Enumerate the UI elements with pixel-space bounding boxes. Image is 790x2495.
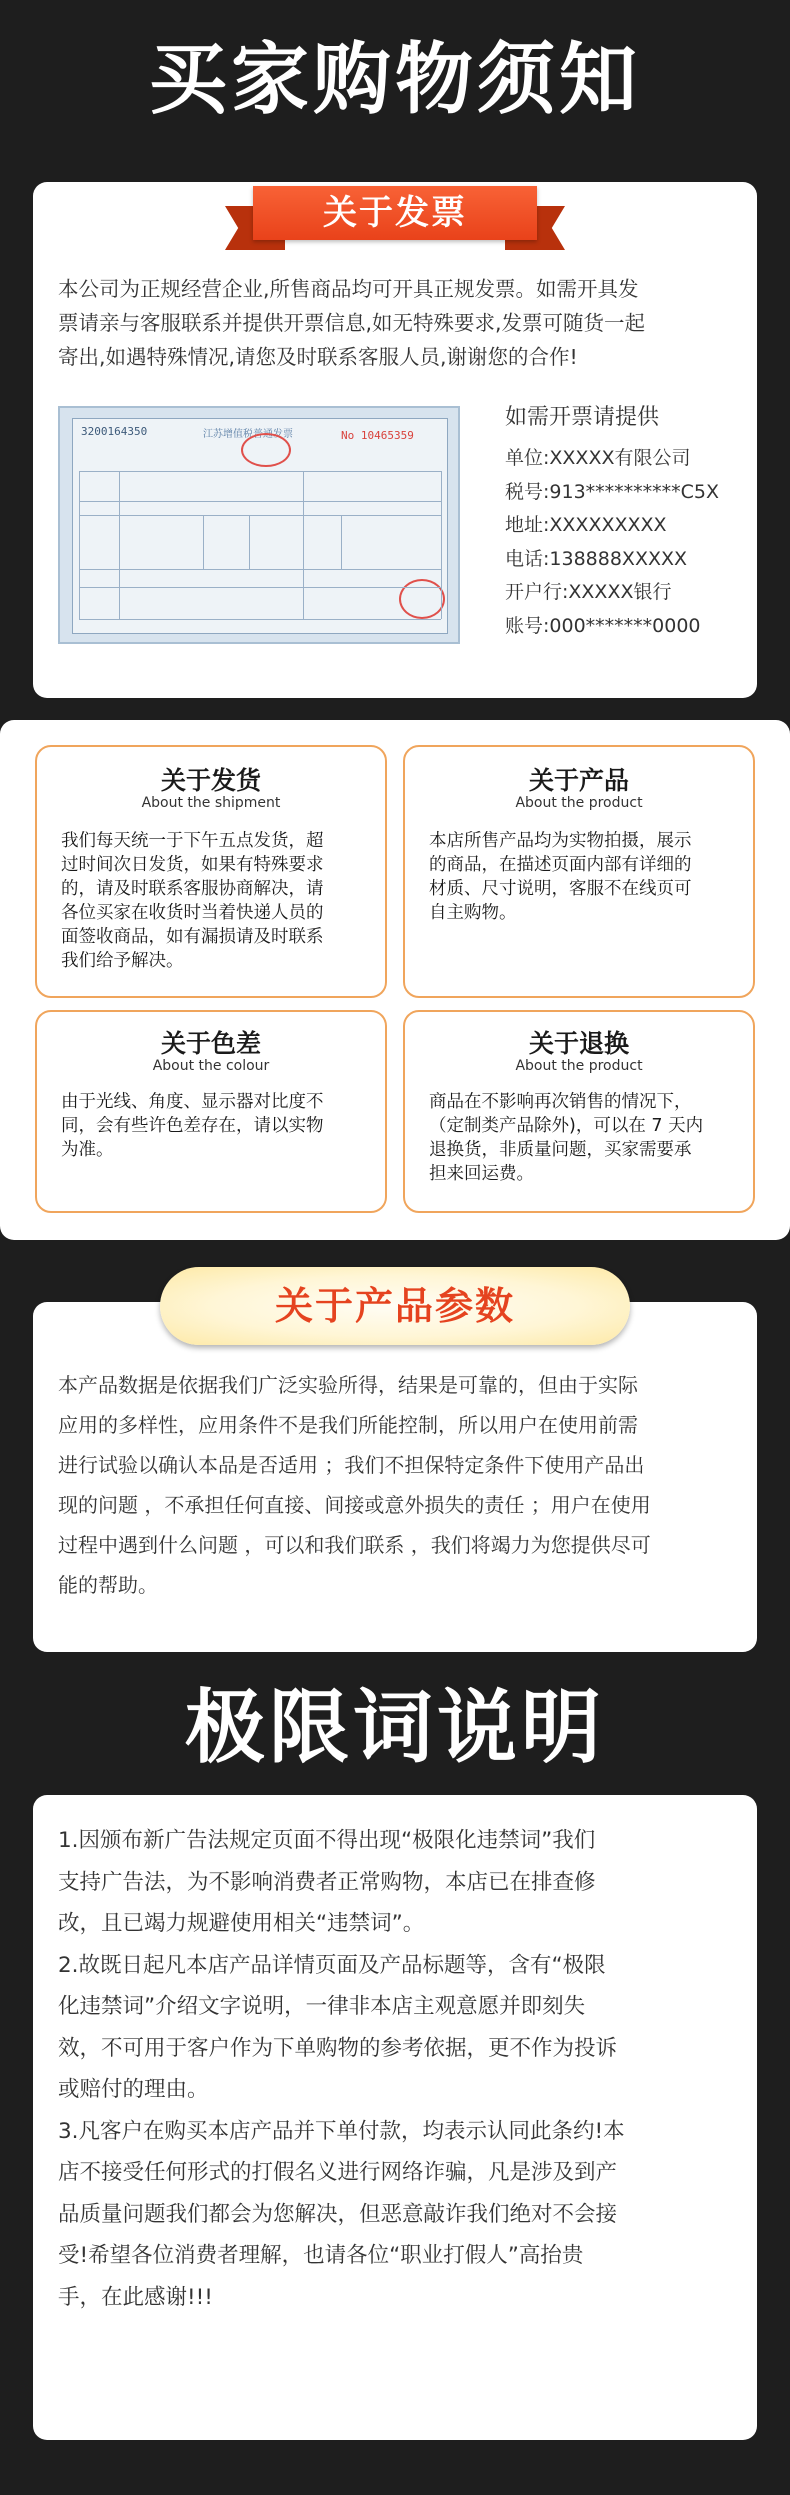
return-line: 担来回运费。 [429, 1164, 534, 1184]
product-line: 自主购物。 [429, 903, 517, 923]
colour-line: 为准。 [61, 1140, 114, 1160]
invoice-intro-line: 寄出,如遇特殊情况,请您及时联系客服人员,谢谢您的合作! [58, 345, 578, 369]
page-title: 买家购物须知 [148, 35, 641, 125]
colour-title: 关于色差 [160, 1029, 261, 1058]
shipment-line: 过时间次日发货，如果有特殊要求 [61, 855, 324, 875]
return-box [403, 1010, 755, 1213]
invoice-banner-label: 关于发票 [253, 186, 537, 240]
colour-line: 由于光线、角度、显示器对比度不 [61, 1092, 324, 1112]
invoice-sample-image [58, 406, 460, 644]
return-body [429, 1090, 739, 1186]
shipment-line: 我们给予解决。 [61, 951, 184, 971]
shipment-subtitle: About the shipment [141, 795, 281, 811]
invoice-intro [58, 272, 738, 374]
shipment-line: 的，请及时联系客服协商解决，请 [61, 879, 324, 899]
limit-line: 效，不可用于客户作为下单购物的参考依据，更不作为投诉 [58, 2035, 618, 2061]
limit-line: 支持广告法，为不影响消费者正常购物，本店已在排查修 [58, 1869, 596, 1895]
shipment-line: 各位买家在收货时当着快递人员的 [61, 903, 324, 923]
invoice-seal-bottom [399, 579, 445, 619]
invoice-requirements-title: 如需开票请提供 [505, 405, 660, 430]
requirement-phone: 电话:138888XXXXX [505, 547, 688, 570]
requirement-company: 单位:XXXXX有限公司 [505, 447, 691, 469]
params-line: 进行试验以确认本品是否适用 ；我们不担保特定条件下使用产品出 [58, 1453, 645, 1477]
params-line: 现的问题 ，不承担任何直接、间接或意外损失的责任 ；用户在使用 [58, 1493, 651, 1517]
invoice-intro-line: 票请亲与客服联系并提供开票信息,如无特殊要求,发票可随货一起 [58, 311, 646, 335]
invoice-code-number: 3200164350 [81, 425, 148, 438]
limit-line: 3.凡客户在购买本店产品并下单付款，均表示认同此条约!本 [58, 2118, 625, 2144]
requirement-bank: 开户行:XXXXX银行 [505, 581, 672, 603]
colour-body [61, 1090, 371, 1162]
limit-line: 店不接受任何形式的打假名义进行网络诈骗，凡是涉及到产 [58, 2160, 618, 2185]
return-line: 退换货，非质量问题，买家需要承 [429, 1140, 692, 1160]
shipment-title: 关于发货 [160, 766, 261, 795]
limit-line: 受!希望各位消费者理解，也请各位“职业打假人”高抬贵 [58, 2243, 584, 2268]
invoice-number: No 10465359 [341, 429, 414, 442]
product-line: 的商品，在描述页面内部有详细的 [429, 855, 692, 875]
product-line: 本店所售产品均为实物拍摄，展示 [429, 831, 692, 851]
params-line: 过程中遇到什么问题 ，可以和我们联系 ，我们将竭力为您提供尽可 [58, 1533, 651, 1557]
product-line: 材质、尺寸说明，客服不在线页可 [429, 879, 692, 899]
limit-line: 品质量问题我们都会为您解决，但恶意敲诈我们绝对不会接 [58, 2201, 618, 2227]
invoice-banner [225, 180, 565, 250]
product-body [429, 829, 739, 925]
params-banner: 关于产品参数 [160, 1267, 630, 1345]
product-subtitle: About the product [515, 795, 643, 811]
colour-line: 同，会有些许色差存在，请以实物 [61, 1116, 324, 1136]
limit-line: 手，在此感谢!!! [58, 2284, 213, 2310]
colour-box [35, 1010, 387, 1213]
requirement-account: 账号:000*******0000 [505, 614, 701, 637]
shipment-line: 我们每天统一于下午五点发货，超 [61, 831, 324, 851]
shipment-line: 面签收商品，如有漏损请及时联系 [61, 927, 324, 947]
return-subtitle: About the product [515, 1058, 643, 1074]
invoice-header-text: 江苏增值税普通发票 [203, 429, 293, 440]
return-line: 商品在不影响再次销售的情况下， [429, 1092, 692, 1112]
params-text [58, 1365, 738, 1605]
params-line: 应用的多样性，应用条件不是我们所能控制，所以用户在使用前需 [58, 1413, 638, 1437]
limit-line: 或赔付的理由。 [58, 2077, 209, 2102]
invoice-seal-top [241, 433, 291, 467]
params-line: 能的帮助。 [58, 1573, 158, 1597]
colour-subtitle: About the colour [152, 1058, 270, 1074]
requirement-address: 地址:XXXXXXXXX [505, 514, 667, 536]
limit-text [58, 1820, 738, 2318]
invoice-requirements [505, 442, 719, 643]
product-title: 关于产品 [528, 766, 629, 795]
shipment-body [61, 829, 371, 973]
requirement-tax-id: 税号:913**********C5X [505, 480, 720, 503]
invoice-paper [72, 418, 448, 634]
limit-line: 2.故既日起凡本店产品详情页面及产品标题等，含有“极限 [58, 1952, 606, 1978]
limit-line: 改，且已竭力规避使用相关“违禁词”。 [58, 1911, 425, 1936]
limit-line: 化违禁词”介绍文字说明，一律非本店主观意愿并即刻失 [58, 1994, 586, 2019]
return-title: 关于退换 [528, 1029, 629, 1058]
shipment-box [35, 745, 387, 998]
return-line: （定制类产品除外)，可以在 7 天内 [429, 1116, 704, 1136]
product-box [403, 745, 755, 998]
limit-title: 极限词说明 [185, 1681, 605, 1774]
params-line: 本产品数据是依据我们广泛实验所得，结果是可靠的，但由于实际 [58, 1373, 638, 1397]
invoice-intro-line: 本公司为正规经营企业,所售商品均可开具正规发票。如需开具发 [58, 277, 639, 301]
limit-line: 1.因颁布新广告法规定页面不得出现“极限化违禁词”我们 [58, 1828, 596, 1853]
